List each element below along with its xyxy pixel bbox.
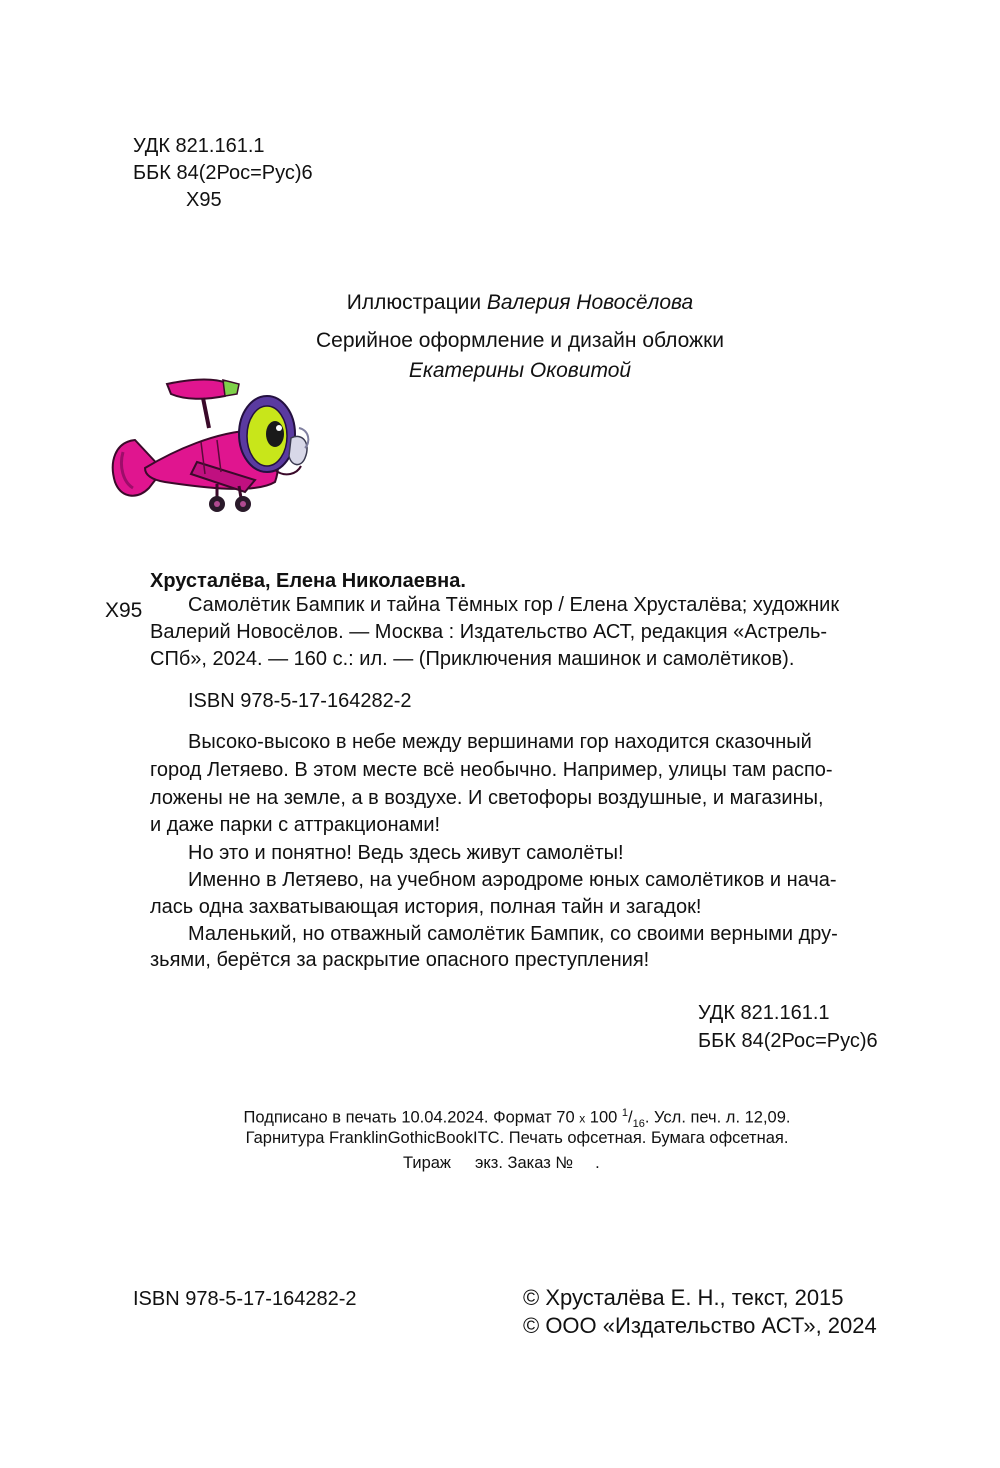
imprint-end: . [595, 1154, 600, 1172]
record-line: Валерий Новосёлов. — Москва : Издательство АСТ, редакция «Астрель- [150, 621, 828, 643]
imprint-times-sign: x [579, 1111, 586, 1126]
copyright-publisher: © ООО «Издательство АСТ», 2024 [523, 1313, 877, 1338]
author-code-header: Х95 [186, 189, 222, 211]
udk-right: УДК 821.161.1 [698, 1002, 830, 1024]
copyright-text: © Хрусталёва Е. Н., текст, 2015 [523, 1285, 844, 1310]
record-line: Самолётик Бампик и тайна Тёмных гор / Елена Хрусталёва; художник [188, 594, 840, 616]
record-line: СПб», 2024. — 160 с.: ил. — (Приключения машинок и самолётиков). [150, 648, 795, 670]
imprint-print-run: Тираж [403, 1154, 451, 1172]
illustrations-credit [300, 288, 740, 318]
imprint-line-2: Гарнитура FranklinGothicBookITC. Печать офсетная. Бумага офсетная. [245, 1129, 789, 1147]
imprint-line-3 [403, 1151, 600, 1175]
designer-name: Екатерины Оковитой [408, 359, 632, 382]
annotation-line: город Летяево. В этом месте всё необычно. Например, улицы там распо- [150, 759, 833, 781]
annotation-line: зьями, берётся за раскрытие опасного преступления! [150, 949, 650, 971]
imprint-fraction-num: 1 [621, 1107, 629, 1119]
annotation-line: Именно в Летяево, на учебном аэродроме юных самолётиков и нача- [188, 869, 837, 891]
footer-isbn: ISBN 978-5-17-164282-2 [133, 1288, 357, 1310]
illustrator-name: Валерия Новосёлова [486, 291, 694, 314]
annotation-line: Маленький, но отважный самолётик Бампик, со своими верными дру- [188, 923, 838, 945]
annotation-line: ложены не на земле, а в воздухе. И светофоры воздушные, и магазины, [150, 787, 824, 809]
bbk-right: ББК 84(2Рос=Рус)6 [698, 1030, 878, 1052]
bbk-header: ББК 84(2Рос=Рус)6 [133, 162, 313, 184]
imprint-fraction-slash: / [628, 1108, 633, 1127]
illustrations-label: Иллюстрации [346, 291, 487, 314]
udk-header: УДК 821.161.1 [133, 135, 265, 157]
annotation-line: Но это и понятно! Ведь здесь живут самолёты! [188, 842, 624, 864]
pink-cartoon-airplane-icon [105, 370, 315, 520]
record-isbn: ISBN 978-5-17-164282-2 [188, 690, 412, 712]
imprint-format-size: 100 [585, 1108, 622, 1127]
series-design-credit: Серийное оформление и дизайн обложки [316, 329, 724, 352]
record-author: Хрусталёва, Елена Николаевна. [150, 570, 466, 592]
imprint-sheets: . Усл. печ. л. 12,09. [644, 1108, 791, 1127]
imprint-order: экз. Заказ № [474, 1154, 574, 1172]
annotation-line: Высоко-высоко в небе между вершинами гор находится сказочный [188, 731, 812, 753]
imprint-format-text: Подписано в печать 10.04.2024. Формат 70 [243, 1108, 580, 1127]
imprint-fraction-den: 16 [632, 1117, 645, 1130]
annotation-line: и даже парки с аттракционами! [150, 814, 441, 836]
record-side-code: Х95 [105, 599, 143, 622]
annotation-line: лась одна захватывающая история, полная тайн и загадок! [150, 896, 702, 918]
